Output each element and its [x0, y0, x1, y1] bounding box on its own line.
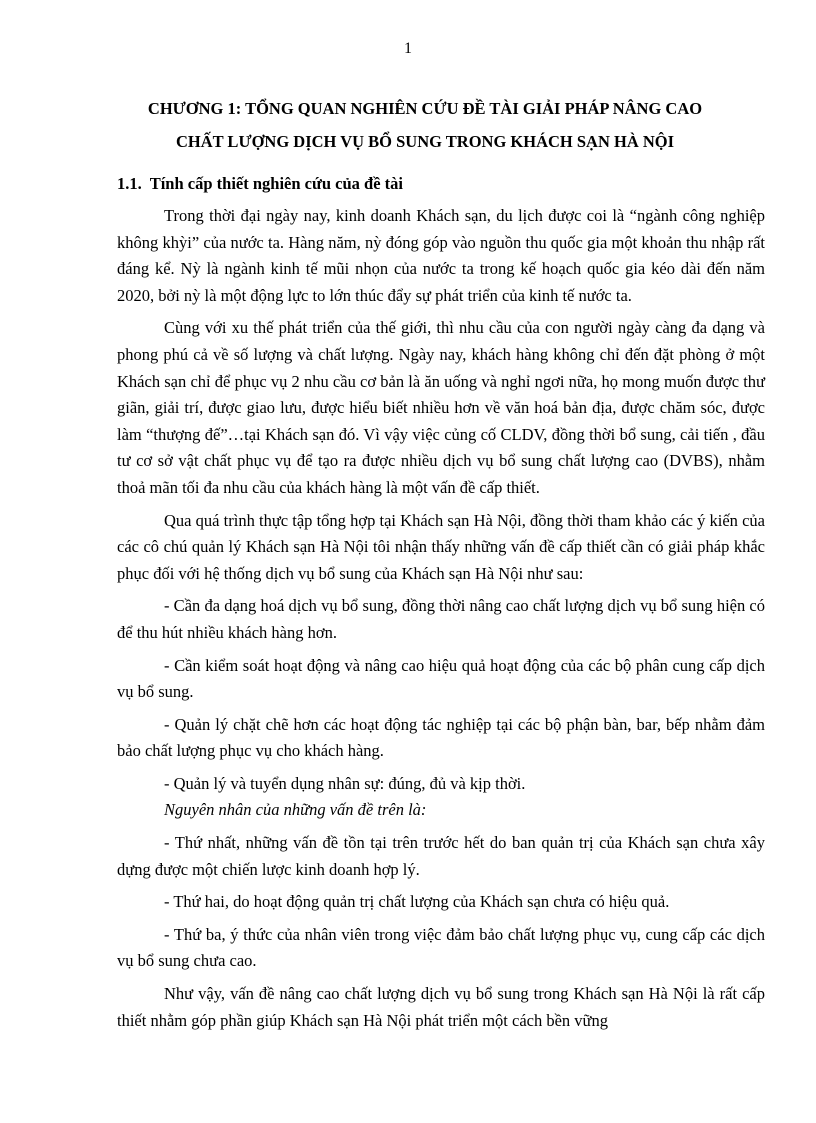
list-item: - Cần kiểm soát hoạt động và nâng cao hiệu quả hoạt động của các bộ phân cung cấp dịch vụ bổ sung.	[117, 655, 765, 702]
list-item: - Cần đa dạng hoá dịch vụ bổ sung, đồng thời nâng cao chất lượng dịch vụ bổ sung hiện có để thu hút nhiều khách hàng hơn.	[117, 596, 765, 642]
list-item: - Quản lý và tuyển dụng nhân sự: đúng, đủ và kịp thời.	[164, 773, 526, 793]
chapter-title	[100, 92, 750, 158]
section-title: Tính cấp thiết nghiên cứu của đề tài	[149, 174, 404, 193]
chapter-title-line-2: CHẤT LƯỢNG DỊCH VỤ BỔ SUNG TRONG KHÁCH SẠN HÀ NỘI	[175, 132, 675, 151]
paragraph: Trong thời đại ngày nay, kinh doanh Khách sạn, du lịch được coi là “ngành công nghiệp không khỳi” của nước ta. Hàng năm, nỳ đóng góp vào nguồn thu quốc gia một khoản thu nhập rất đáng kể. Nỳ là ngành kinh tế mũi nhọn của nước ta trong kế hoạch quốc gia kéo dài đến năm 2020, bởi nỳ là một động lực to lớn thúc đẩy sự phát triển của kinh tế nước ta.	[117, 206, 765, 305]
section-heading	[117, 174, 403, 194]
body-text	[117, 197, 765, 1034]
chapter-title-line-1: CHƯƠNG 1: TỔNG QUAN NGHIÊN CỨU ĐỀ TÀI GIẢI PHÁP NÂNG CAO	[147, 99, 703, 118]
paragraph: Như vậy, vấn đề nâng cao chất lượng dịch vụ bổ sung trong Khách sạn Hà Nội là rất cấp thiết nhằm góp phần giúp Khách sạn Hà Nội phát triển một cách bền vững	[117, 984, 765, 1030]
paragraph: Qua quá trình thực tập tổng hợp tại Khách sạn Hà Nội, đồng thời tham khảo các ý kiến của các cô chú quản lý Khách sạn Hà Nội tôi nhận thấy những vấn đề cấp thiết cần có giải pháp khắc phục đối với hệ thống dịch vụ bổ sung của Khách sạn Hà Nội như sau:	[117, 510, 765, 583]
page-number: 1	[404, 40, 412, 57]
list-item: - Thứ hai, do hoạt động quản trị chất lượng của Khách sạn chưa có hiệu quả.	[164, 892, 670, 912]
list-item: - Quản lý chặt chẽ hơn các hoạt động tác nghiệp tại các bộ phận bàn, bar, bếp nhằm đảm bảo chất lượng phục vụ cho khách hàng.	[117, 714, 765, 761]
list-item: - Thứ ba, ý thức của nhân viên trong việc đảm bảo chất lượng phục vụ, cung cấp các dịch vụ bổ sung chưa cao.	[117, 924, 765, 971]
causes-heading: Nguyên nhân của những vấn đề trên là:	[164, 800, 427, 820]
section-number: 1.1.	[117, 174, 142, 193]
paragraph: Cùng với xu thế phát triển của thế giới, thì nhu cầu của con người ngày càng đa dạng và phong phú cả về số lượng và chất lượng. Ngày nay, khách hàng không chỉ đến đặt phòng ở một Khách sạn chỉ để phục vụ 2 nhu cầu cơ bản là ăn uống và nghỉ ngơi nữa, họ mong muốn được thư giãn, giải trí, được giao lưu, được hiểu biết nhiều hơn về văn hoá bản địa, được chăm sóc, được làm “thượng đế”…tại Khách sạn đó. Vì vậy việc củng cố CLDV, đồng thời bổ sung, cải tiến , đầu tư cơ sở vật chất phục vụ để tạo ra được nhiều dịch vụ bổ sung chất lượng cao (DVBS), nhằm thoả mãn tối đa nhu cầu của khách hàng là một vấn đề cấp thiết.	[117, 318, 765, 497]
list-item: - Thứ nhất, những vấn đề tồn tại trên trước hết do ban quản trị của Khách sạn chưa xây dựng được một chiến lược kinh doanh hợp lý.	[117, 833, 765, 879]
